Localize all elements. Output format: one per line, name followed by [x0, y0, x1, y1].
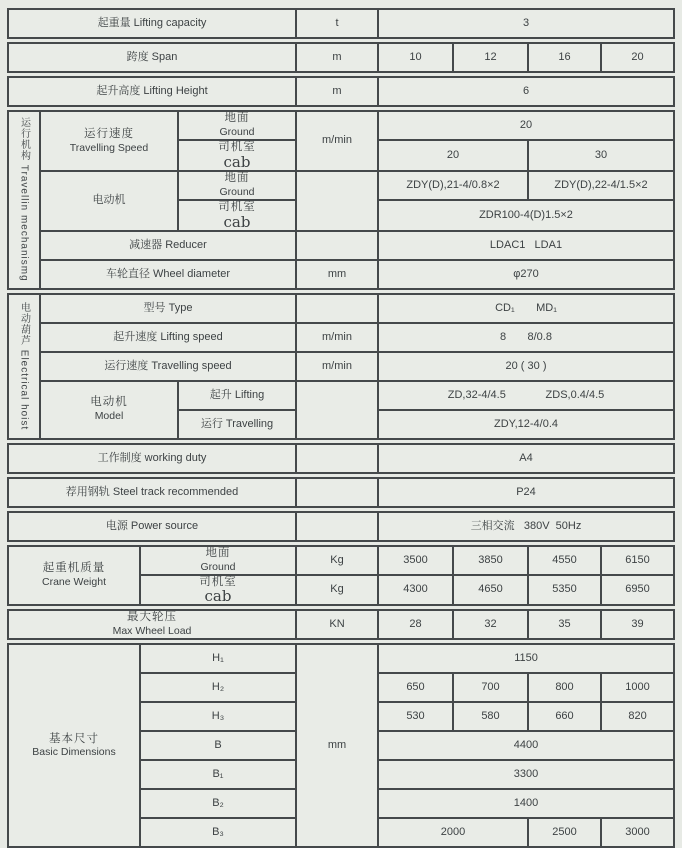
max-wheel-load-value-3: 35 [528, 610, 601, 639]
crane-weight-ground-value-4: 6150 [601, 546, 674, 575]
max-wheel-load-label-inner [113, 611, 192, 637]
hoist-type-label: 型号 Type [40, 294, 296, 323]
section-basic-dimensions [7, 643, 675, 848]
tm-motor-ground-value-2: ZDY(D),22-4/1.5×2 [528, 171, 674, 200]
hoist-type-unit-empty [296, 294, 378, 323]
dim-h2-value-1: 650 [378, 673, 453, 702]
hoist-lifting-speed-value: 8 8/0.8 [378, 323, 674, 352]
row-span [7, 42, 675, 73]
working-duty-label: 工作制度 working duty [8, 444, 296, 473]
section-travelling-mechanism [7, 110, 675, 290]
lifting-height-label: 起升高度 Lifting Height [8, 77, 296, 106]
wheel-diameter-unit: mm [296, 260, 378, 289]
cab-en: cab [223, 152, 251, 171]
steel-track-label: 荐用钢轨 Steel track recommended [8, 478, 296, 507]
crane-weight-label-en: Crane Weight [41, 576, 106, 589]
max-wheel-load-value-4: 39 [601, 610, 674, 639]
ground-zh: 地面 [224, 112, 250, 125]
crane-weight-cab-value-4: 6950 [601, 575, 674, 606]
hoist-motor-travelling-value: ZDY,12-4/0.4 [378, 410, 674, 439]
section-electric-hoist [7, 293, 675, 440]
travelling-mechanism-vertical-text: 运行机构 Travellin mechanismg [18, 117, 30, 283]
basic-dimensions-en: Basic Dimensions [32, 746, 116, 759]
hoist-motor-label-en: Model [94, 410, 124, 423]
hoist-motor-lifting-sublabel: 起升 Lifting [178, 381, 296, 410]
lifting-height-unit: m [296, 77, 378, 106]
travelling-speed-cab-value-1: 20 [378, 140, 528, 171]
max-wheel-load-zh: 最大轮压 [126, 611, 177, 624]
max-wheel-load-value-1: 28 [378, 610, 453, 639]
working-duty-unit-empty [296, 444, 378, 473]
hoist-motor-label [40, 381, 178, 439]
basic-dimensions-unit: mm [296, 644, 378, 847]
dim-b2-value: 1400 [378, 789, 674, 818]
cab-en: cab [204, 587, 232, 606]
electric-hoist-vertical-text: 电动葫芦 Electrical hoist [18, 301, 30, 431]
span-value-1: 10 [378, 43, 453, 72]
electric-hoist-section-label [8, 294, 40, 439]
hoist-travelling-speed-label: 运行速度 Travelling speed [40, 352, 296, 381]
dim-h2-value-3: 800 [528, 673, 601, 702]
crane-weight-ground-value-2: 3850 [453, 546, 528, 575]
working-duty-value: A4 [378, 444, 674, 473]
dim-h2-sublabel: H₂ [140, 673, 296, 702]
crane-weight-label-zh: 起重机质量 [42, 562, 106, 575]
lifting-capacity-label: 起重量 Lifting capacity [8, 9, 296, 38]
crane-weight-cab-sublabel [140, 575, 296, 606]
travelling-speed-unit: m/min [296, 111, 378, 171]
travelling-speed-label-en: Travelling Speed [69, 141, 149, 154]
dim-h2-value-2: 700 [453, 673, 528, 702]
dim-b3-sublabel: B₃ [140, 818, 296, 847]
crane-weight-ground-sublabel [140, 546, 296, 575]
lifting-capacity-unit: t [296, 9, 378, 38]
tm-motor-ground-sublabel [178, 171, 296, 200]
span-value-2: 12 [453, 43, 528, 72]
crane-weight-label [8, 546, 140, 606]
ground-en: Ground [219, 185, 255, 198]
row-lifting-capacity [7, 8, 675, 39]
dim-h3-value-1: 530 [378, 702, 453, 731]
hoist-type-value: CD₁ MD₁ [378, 294, 674, 323]
cab-zh: 司机室 [218, 200, 256, 213]
hoist-motor-lifting-value: ZD,32-4/4.5 ZDS,0.4/4.5 [378, 381, 674, 410]
row-power-source [7, 511, 675, 542]
max-wheel-load-value-2: 32 [453, 610, 528, 639]
reducer-unit-empty [296, 231, 378, 260]
dim-b1-value: 3300 [378, 760, 674, 789]
travelling-speed-cab-sublabel [178, 140, 296, 171]
hoist-travelling-speed-unit: m/min [296, 352, 378, 381]
ground-zh: 地面 [224, 172, 250, 185]
dim-b-sublabel: B [140, 731, 296, 760]
dim-b1-sublabel: B₁ [140, 760, 296, 789]
dim-h1-sublabel: H₁ [140, 644, 296, 673]
dim-h1-value: 1150 [378, 644, 674, 673]
power-source-value: 三相交流 380V 50Hz [378, 512, 674, 541]
dim-b3-value-2: 2500 [528, 818, 601, 847]
crane-weight-ground-unit: Kg [296, 546, 378, 575]
crane-weight-cab-value-2: 4650 [453, 575, 528, 606]
hoist-lifting-speed-unit: m/min [296, 323, 378, 352]
ground-en: Ground [200, 560, 236, 573]
dim-h3-sublabel: H₃ [140, 702, 296, 731]
span-value-3: 16 [528, 43, 601, 72]
wheel-diameter-label: 车轮直径 Wheel diameter [40, 260, 296, 289]
tm-motor-cab-value: ZDR100-4(D)1.5×2 [378, 200, 674, 231]
steel-track-value: P24 [378, 478, 674, 507]
cab-zh: 司机室 [199, 575, 237, 588]
max-wheel-load-unit: KN [296, 610, 378, 639]
reducer-value: LDAC1 LDA1 [378, 231, 674, 260]
crane-weight-ground-value-3: 4550 [528, 546, 601, 575]
cab-en: cab [223, 212, 251, 231]
dim-b3-value-3: 3000 [601, 818, 674, 847]
cab-zh: 司机室 [218, 141, 256, 153]
row-lifting-height [7, 76, 675, 107]
crane-spec-sheet [0, 8, 682, 841]
hoist-lifting-speed-label: 起升速度 Lifting speed [40, 323, 296, 352]
span-label: 跨度 Span [8, 43, 296, 72]
dim-b2-sublabel: B₂ [140, 789, 296, 818]
ground-en: Ground [219, 126, 255, 139]
crane-weight-cab-value-3: 5350 [528, 575, 601, 606]
wheel-diameter-value: φ270 [378, 260, 674, 289]
dim-h2-value-4: 1000 [601, 673, 674, 702]
section-crane-weight [7, 545, 675, 607]
dim-h3-value-2: 580 [453, 702, 528, 731]
tm-motor-unit-empty [296, 171, 378, 231]
travelling-speed-ground-sublabel [178, 111, 296, 140]
dim-b3-value-1: 2000 [378, 818, 528, 847]
travelling-mechanism-section-label [8, 111, 40, 289]
ground-zh: 地面 [205, 546, 231, 559]
basic-dimensions-label [8, 644, 140, 847]
span-unit: m [296, 43, 378, 72]
travelling-speed-label-zh: 运行速度 [84, 127, 134, 140]
travelling-speed-cab-value-2: 30 [528, 140, 674, 171]
lifting-height-value: 6 [378, 77, 674, 106]
tm-motor-ground-value-1: ZDY(D),21-4/0.8×2 [378, 171, 528, 200]
crane-weight-cab-unit: Kg [296, 575, 378, 606]
max-wheel-load-en: Max Wheel Load [112, 625, 192, 638]
reducer-label: 减速器 Reducer [40, 231, 296, 260]
row-working-duty [7, 443, 675, 474]
hoist-motor-unit-empty [296, 381, 378, 439]
dim-h3-value-3: 660 [528, 702, 601, 731]
max-wheel-load-label [8, 610, 296, 639]
hoist-motor-travelling-sublabel: 运行 Travelling [178, 410, 296, 439]
power-source-label: 电源 Power source [8, 512, 296, 541]
dim-h3-value-4: 820 [601, 702, 674, 731]
crane-weight-ground-value-1: 3500 [378, 546, 453, 575]
travelling-speed-label [40, 111, 178, 171]
hoist-motor-label-zh: 电动机 [90, 396, 128, 409]
row-steel-track [7, 477, 675, 508]
crane-weight-cab-value-1: 4300 [378, 575, 453, 606]
hoist-travelling-speed-value: 20 ( 30 ) [378, 352, 674, 381]
tm-motor-label: 电动机 [40, 171, 178, 231]
dim-b-value: 4400 [378, 731, 674, 760]
span-value-4: 20 [601, 43, 674, 72]
travelling-speed-ground-value: 20 [378, 111, 674, 140]
power-source-unit-empty [296, 512, 378, 541]
tm-motor-cab-sublabel [178, 200, 296, 231]
row-max-wheel-load [7, 609, 675, 640]
lifting-capacity-value: 3 [378, 9, 674, 38]
steel-track-unit-empty [296, 478, 378, 507]
basic-dimensions-zh: 基本尺寸 [49, 732, 99, 745]
